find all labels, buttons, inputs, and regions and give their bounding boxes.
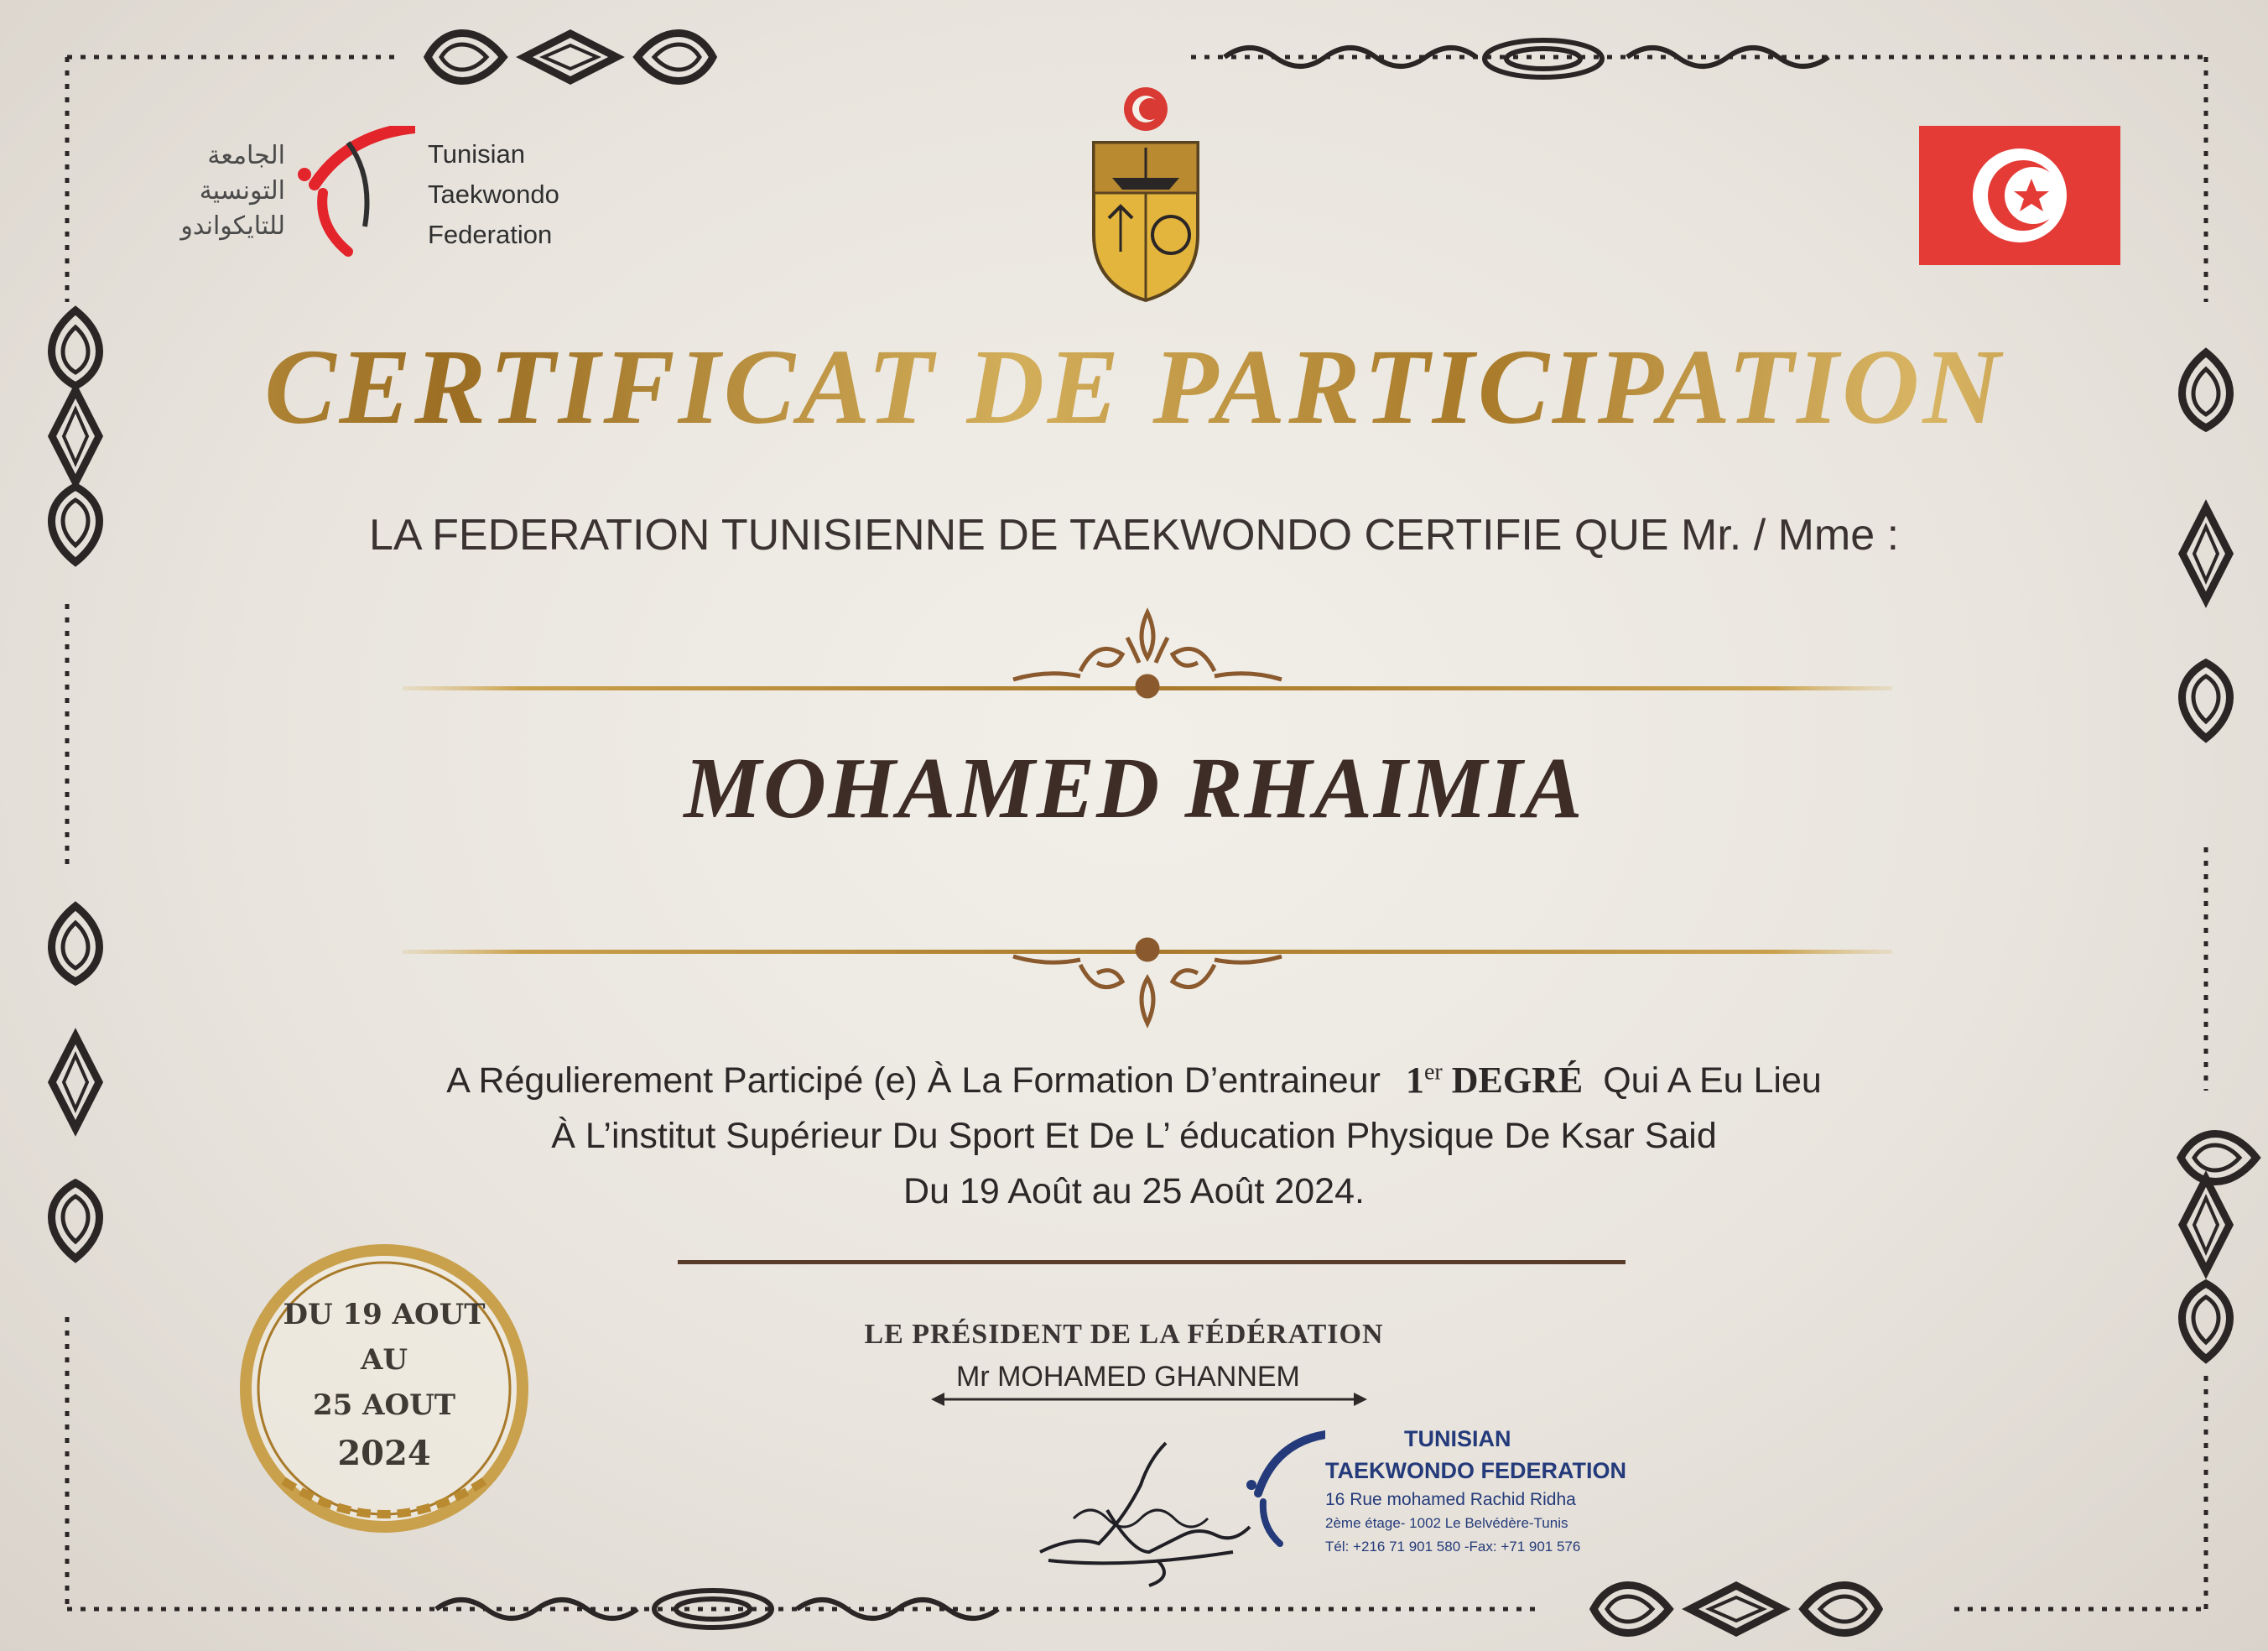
degree-word: DEGRÉ (1451, 1060, 1584, 1101)
stamp-line-1: TUNISIAN (1404, 1426, 1511, 1451)
stamp-line-2: TAEKWONDO FEDERATION (1325, 1458, 1626, 1483)
body-line-training (0, 1059, 2268, 1102)
took-place-text: Qui A Eu Lieu (1603, 1060, 1822, 1101)
stamp-logo-icon (1241, 1426, 1325, 1552)
recipient-name: MOHAMED RHAIMIA (684, 740, 1584, 836)
degree-superscript: er (1423, 1059, 1443, 1086)
seal-line-1: DU 19 AOUT (283, 1298, 486, 1331)
certifies-statement: LA FEDERATION TUNISIENNE DE TAEKWONDO CERTIFIE QUE Mr. / Mme : (368, 511, 1900, 560)
handwritten-signature (1023, 1409, 1275, 1594)
stamp-line-4: 2ème étage- 1002 Le Belvédère-Tunis (1325, 1515, 1568, 1531)
logo-english-line-2: Taekwondo (428, 180, 559, 209)
seal-line-2: AU (360, 1343, 408, 1377)
body-line-dates: Du 19 Août au 25 Août 2024. (903, 1171, 1365, 1211)
degree-label (1406, 1060, 1583, 1101)
federation-logo (117, 126, 587, 268)
federation-stamp (1241, 1426, 1678, 1569)
logo-english-line-1: Tunisian (428, 139, 526, 169)
tunisia-flag (1919, 126, 2120, 265)
seal-line-4: 2024 (337, 1434, 431, 1473)
top-scroll-ornament (428, 34, 713, 81)
president-title: LE PRÉSIDENT DE LA FÉDÉRATION (864, 1319, 1384, 1350)
stamp-line-5: Tél: +216 71 901 580 -Fax: +71 901 576 (1325, 1539, 1581, 1555)
seal-line-3: 25 AOUT (312, 1388, 456, 1422)
gold-date-seal (225, 1229, 544, 1548)
training-text: A Régulierement Participé (e) À La Formation D’entraineur (446, 1060, 1381, 1101)
logo-arabic-line-1: الجامعة (207, 141, 285, 170)
stamp-line-3: 16 Rue mohamed Rachid Ridha (1325, 1490, 1576, 1509)
tunisia-coat-of-arms (1094, 87, 1198, 300)
body-line-institute: À L’institut Supérieur Du Sport Et De L’ éducation Physique De Ksar Said (551, 1116, 1717, 1156)
degree-number: 1 (1405, 1060, 1424, 1101)
bottom-heart-ornament (1594, 1586, 1879, 1633)
logo-arabic-line-3: للتايكواندو (180, 211, 285, 241)
president-name: Mr MOHAMED GHANNEM (956, 1361, 1300, 1393)
logo-english-line-3: Federation (428, 220, 553, 249)
signature-divider (678, 1260, 1626, 1264)
taekwondo-kicker-icon (289, 126, 415, 260)
logo-arabic-line-2: التونسية (199, 176, 285, 206)
certificate-title: CERTIFICAT DE PARTICIPATION (0, 326, 2268, 449)
gold-flourish-top (1013, 612, 1282, 696)
